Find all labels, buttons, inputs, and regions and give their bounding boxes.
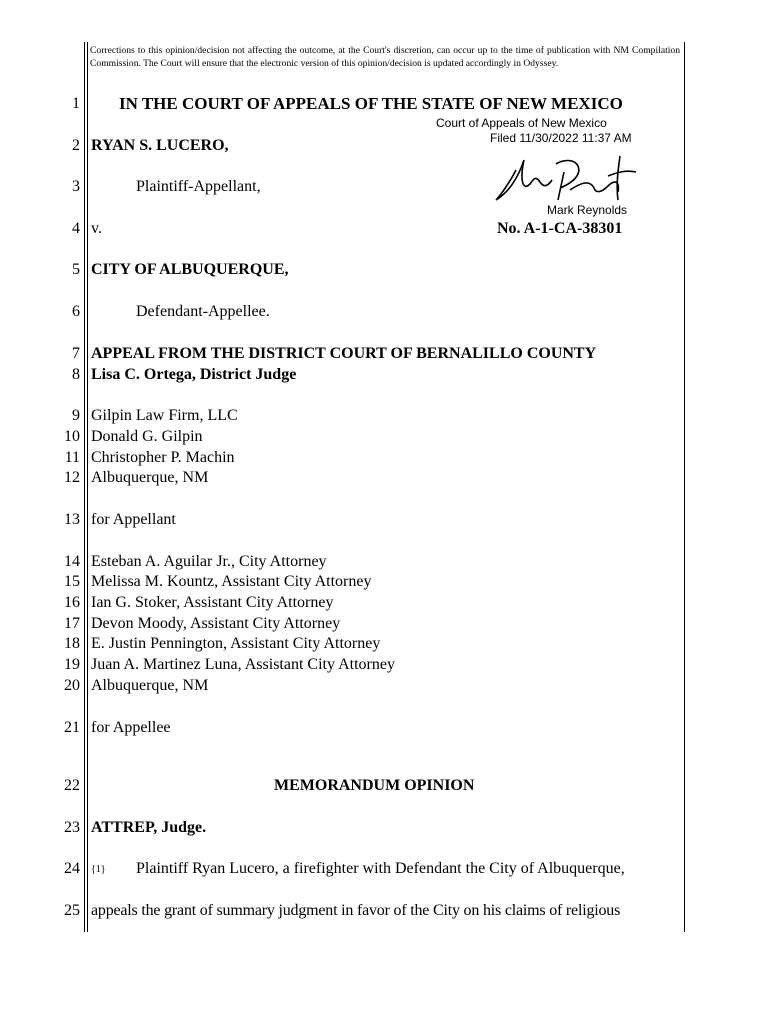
line-number: 22 (64, 777, 80, 794)
stamp-court: Court of Appeals of New Mexico (436, 116, 607, 130)
line-number: 23 (64, 819, 80, 836)
plaintiff-name: RYAN S. LUCERO, (91, 137, 229, 154)
opinion-line: Plaintiff Ryan Lucero, a firefighter with Defendant the City of Albuquerque, (136, 860, 625, 877)
opinion-title: MEMORANDUM OPINION (274, 777, 475, 794)
counsel-line: Gilpin Law Firm, LLC (91, 407, 238, 424)
line-number: 17 (64, 615, 80, 632)
signature-image (490, 150, 640, 208)
paragraph-number (91, 859, 106, 880)
line-number: 6 (72, 303, 80, 320)
left-margin-rule-inner (87, 42, 88, 932)
versus: v. (91, 220, 102, 237)
line-number: 15 (64, 573, 80, 590)
line-number: 20 (64, 677, 80, 694)
counsel-line: Ian G. Stoker, Assistant City Attorney (91, 594, 334, 611)
line-number: 2 (72, 137, 80, 154)
defendant-name: CITY OF ALBUQUERQUE, (91, 261, 289, 278)
counsel-line: Albuquerque, NM (91, 677, 209, 694)
stamp-signer: Mark Reynolds (547, 203, 628, 217)
line-number: 14 (64, 553, 80, 570)
stamp-filed: Filed 11/30/2022 11:37 AM (490, 131, 632, 145)
line-number: 16 (64, 594, 80, 611)
paragraph-mark: {1} (91, 864, 106, 875)
court-title: IN THE COURT OF APPEALS OF THE STATE OF NEW MEXICO (119, 94, 623, 113)
line-number: 11 (64, 449, 80, 466)
line-number: 8 (72, 366, 80, 383)
case-number: No. A-1-CA-38301 (497, 220, 623, 237)
line-number: 9 (72, 407, 80, 424)
line-number: 4 (72, 220, 80, 237)
counsel-line: Donald G. Gilpin (91, 428, 203, 445)
right-margin-rule (684, 42, 685, 932)
line-number: 3 (72, 178, 80, 195)
appeal-heading: APPEAL FROM THE DISTRICT COURT OF BERNALILLO COUNTY (91, 345, 597, 362)
corrections-notice: Corrections to this opinion/decision not affecting the outcome, at the Court's discretion, can occur up to the time of publication with NM Compilation Commission. The Court will ensure that the electronic version of this opinion/decision is updated accordingly in Odyssey. (90, 45, 680, 69)
counsel-line: Albuquerque, NM (91, 469, 209, 486)
counsel-line: Juan A. Martinez Luna, Assistant City Attorney (91, 656, 395, 673)
plaintiff-role: Plaintiff-Appellant, (136, 178, 261, 195)
opinion-line: appeals the grant of summary judgment in favor of the City on his claims of religious (91, 902, 621, 919)
line-number: 13 (64, 511, 80, 528)
line-number: 12 (64, 469, 80, 486)
line-number: 1 (72, 95, 80, 112)
opinion-author: ATTREP, Judge. (91, 819, 207, 836)
counsel-line: Melissa M. Kountz, Assistant City Attorney (91, 573, 372, 590)
counsel-line: Devon Moody, Assistant City Attorney (91, 615, 341, 632)
line-number: 25 (64, 902, 80, 919)
defendant-role: Defendant-Appellee. (136, 303, 270, 320)
district-judge: Lisa C. Ortega, District Judge (91, 366, 297, 383)
counsel-line: Esteban A. Aguilar Jr., City Attorney (91, 553, 327, 570)
line-number: 7 (72, 345, 80, 362)
line-number: 10 (64, 428, 80, 445)
line-number: 18 (64, 635, 80, 652)
line-number: 21 (64, 719, 80, 736)
left-margin-rule-outer (84, 42, 85, 932)
line-number: 5 (72, 261, 80, 278)
for-appellant: for Appellant (91, 511, 176, 528)
counsel-line: E. Justin Pennington, Assistant City Attorney (91, 635, 381, 652)
line-number: 19 (64, 656, 80, 673)
for-appellee: for Appellee (91, 719, 171, 736)
line-number: 24 (64, 860, 80, 877)
counsel-line: Christopher P. Machin (91, 449, 235, 466)
